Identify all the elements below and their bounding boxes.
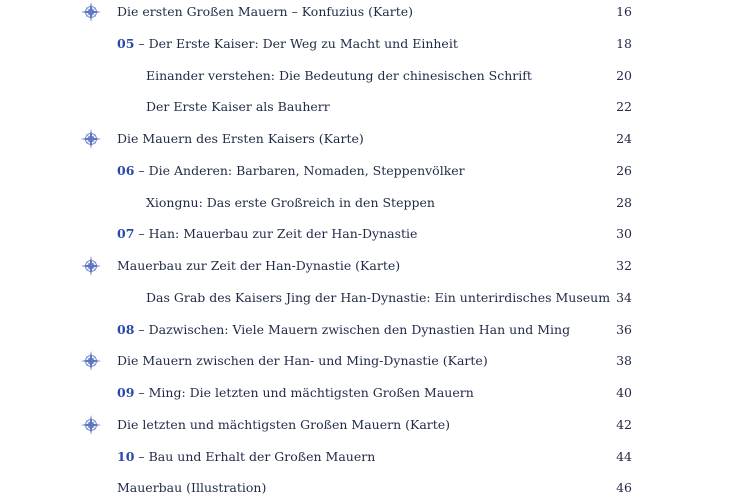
page-number: 44 [616, 448, 632, 464]
toc-entry-text: – Ming: Die letzten und mächtigsten Großen Mauern [134, 385, 474, 400]
toc-entry-text: – Dazwischen: Viele Mauern zwischen den Dynastien Han und Ming [134, 321, 571, 337]
page-number: 42 [616, 416, 632, 432]
toc-entry-title [117, 155, 465, 187]
toc-entry-title [117, 441, 375, 473]
chapter-number: 05 [117, 35, 135, 51]
toc-entry-text: – Die Anderen: Barbaren, Nomaden, Steppenvölker [134, 162, 465, 178]
toc-entry-text: Die Mauern zwischen der Han- und Ming-Dynastie (Karte) [117, 353, 488, 369]
chapter-number: 06 [117, 162, 135, 178]
toc-entry-title [146, 282, 610, 314]
toc-entry-text: Xiongnu: Das erste Großreich in den Steppen [146, 194, 435, 210]
toc-entry[interactable] [0, 345, 750, 377]
page-number: 32 [616, 258, 632, 273]
toc-entry[interactable] [0, 409, 750, 441]
toc-entry-text: – Der Erste Kaiser: Der Weg zu Macht und Einheit [134, 35, 458, 51]
toc-entry-title [117, 123, 364, 155]
page-number: 38 [616, 353, 632, 369]
toc-entry[interactable] [0, 155, 750, 187]
toc-entry-title [117, 472, 266, 504]
toc-entry-text: Mauerbau (Illustration) [117, 480, 267, 496]
toc-entry-text: Mauerbau zur Zeit der Han-Dynastie (Karte) [117, 258, 401, 273]
compass-rose-icon [80, 350, 102, 372]
compass-rose-icon [80, 255, 102, 277]
compass-rose-icon [80, 128, 102, 150]
toc-entry-text: Der Erste Kaiser als Bauherr [146, 99, 330, 115]
toc-entry[interactable] [0, 218, 750, 250]
toc-entry[interactable] [0, 314, 750, 346]
toc-entry[interactable] [0, 282, 750, 314]
toc-entry[interactable] [0, 377, 750, 409]
page-number: 26 [616, 162, 632, 178]
toc-entry-title [146, 91, 330, 123]
page-number: 30 [616, 226, 632, 242]
toc-entry-title [146, 187, 435, 219]
toc-entry-text: Die letzten und mächtigsten Großen Mauern (Karte) [117, 416, 451, 432]
toc-entry[interactable] [0, 28, 750, 60]
toc-entry[interactable] [0, 187, 750, 219]
page-number: 36 [616, 321, 632, 337]
toc-entry[interactable] [0, 472, 750, 504]
toc-entry-text: Das Grab des Kaisers Jing der Han-Dynastie: Ein unterirdisches Museum [146, 289, 611, 305]
toc-entry-title [117, 345, 488, 377]
page-number: 16 [616, 4, 632, 19]
toc-entry[interactable] [0, 123, 750, 155]
toc-entry-text: Die Mauern des Ersten Kaisers (Karte) [117, 131, 364, 146]
compass-rose-icon [80, 1, 102, 23]
toc-entry-text: Einander verstehen: Die Bedeutung der chinesischen Schrift [146, 67, 532, 83]
chapter-number: 07 [117, 226, 135, 242]
chapter-number: 08 [117, 321, 135, 337]
toc-entry-title [117, 314, 570, 346]
toc-entry-text: Die ersten Großen Mauern – Konfuzius (Karte) [117, 4, 414, 19]
toc-entry-title [117, 250, 400, 282]
page-number: 34 [616, 289, 632, 305]
toc-entry-title [117, 28, 458, 60]
chapter-number: 09 [117, 385, 135, 400]
toc-entry-title [117, 377, 474, 409]
toc-entry[interactable] [0, 0, 750, 28]
compass-rose-icon [80, 414, 102, 436]
page-number: 22 [616, 99, 632, 115]
toc-entry[interactable] [0, 250, 750, 282]
toc-entry[interactable] [0, 60, 750, 92]
toc-entry-title [117, 409, 450, 441]
page-number: 24 [616, 131, 632, 146]
toc-entry[interactable] [0, 441, 750, 473]
page-number: 46 [616, 480, 632, 496]
page-number: 20 [616, 67, 632, 83]
toc-entry-title [117, 218, 417, 250]
page-number: 40 [616, 385, 632, 400]
toc-entry-text: – Bau und Erhalt der Großen Mauern [134, 448, 376, 464]
toc-entry-text: – Han: Mauerbau zur Zeit der Han-Dynastie [134, 226, 418, 242]
toc-entry[interactable] [0, 91, 750, 123]
toc-entry-title [146, 60, 532, 92]
page-number: 18 [616, 35, 632, 51]
chapter-number: 10 [117, 448, 135, 464]
toc-entry-title [117, 0, 413, 28]
page-number: 28 [616, 194, 632, 210]
